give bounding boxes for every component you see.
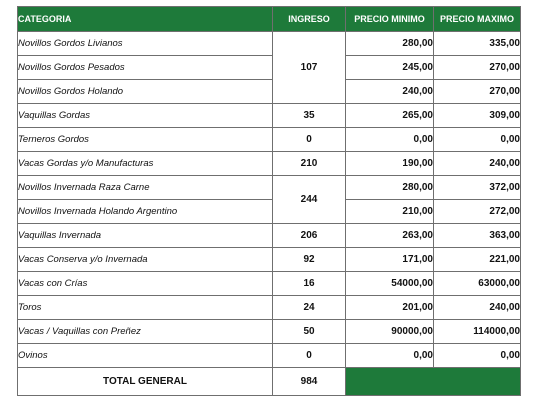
row-precio-maximo: 372,00 bbox=[434, 176, 521, 200]
row-precio-minimo: 54000,00 bbox=[346, 272, 434, 296]
total-green-block bbox=[346, 368, 521, 396]
row-precio-maximo: 221,00 bbox=[434, 248, 521, 272]
row-ingreso: 92 bbox=[273, 248, 346, 272]
row-precio-maximo: 363,00 bbox=[434, 224, 521, 248]
row-precio-minimo: 245,00 bbox=[346, 56, 434, 80]
row-ingreso: 16 bbox=[273, 272, 346, 296]
row-category: Vacas con Crías bbox=[18, 272, 273, 296]
row-precio-minimo: 201,00 bbox=[346, 296, 434, 320]
row-precio-maximo: 114000,00 bbox=[434, 320, 521, 344]
row-precio-minimo: 171,00 bbox=[346, 248, 434, 272]
header-precio-minimo: PRECIO MINIMO bbox=[346, 7, 434, 32]
row-category: Novillos Gordos Livianos bbox=[18, 32, 273, 56]
header-precio-maximo: PRECIO MAXIMO bbox=[434, 7, 521, 32]
row-category: Ovinos bbox=[18, 344, 273, 368]
row-category: Vacas / Vaquillas con Preñez bbox=[18, 320, 273, 344]
table-row bbox=[18, 320, 521, 344]
row-category: Vacas Gordas y/o Manufacturas bbox=[18, 152, 273, 176]
row-ingreso: 0 bbox=[273, 128, 346, 152]
group-ingreso-novillos-gordos: 107 bbox=[273, 32, 346, 104]
row-precio-minimo: 265,00 bbox=[346, 104, 434, 128]
table-row bbox=[18, 128, 521, 152]
row-ingreso: 206 bbox=[273, 224, 346, 248]
row-precio-maximo: 270,00 bbox=[434, 80, 521, 104]
row-precio-minimo: 210,00 bbox=[346, 200, 434, 224]
row-precio-minimo: 90000,00 bbox=[346, 320, 434, 344]
table-row bbox=[18, 32, 521, 56]
total-row bbox=[18, 368, 521, 396]
row-ingreso: 50 bbox=[273, 320, 346, 344]
row-precio-maximo: 240,00 bbox=[434, 152, 521, 176]
row-category: Terneros Gordos bbox=[18, 128, 273, 152]
table-row bbox=[18, 344, 521, 368]
row-ingreso: 210 bbox=[273, 152, 346, 176]
table-row bbox=[18, 80, 521, 104]
row-ingreso: 35 bbox=[273, 104, 346, 128]
row-precio-minimo: 0,00 bbox=[346, 128, 434, 152]
table-row bbox=[18, 272, 521, 296]
table-row bbox=[18, 248, 521, 272]
row-category: Vaquillas Gordas bbox=[18, 104, 273, 128]
row-precio-minimo: 190,00 bbox=[346, 152, 434, 176]
row-precio-minimo: 280,00 bbox=[346, 32, 434, 56]
row-category: Novillos Gordos Holando bbox=[18, 80, 273, 104]
row-precio-minimo: 0,00 bbox=[346, 344, 434, 368]
row-precio-minimo: 280,00 bbox=[346, 176, 434, 200]
table-row bbox=[18, 224, 521, 248]
row-precio-maximo: 63000,00 bbox=[434, 272, 521, 296]
row-precio-maximo: 0,00 bbox=[434, 128, 521, 152]
row-category: Vacas Conserva y/o Invernada bbox=[18, 248, 273, 272]
header-categoria: CATEGORIA bbox=[18, 7, 273, 32]
table-row bbox=[18, 200, 521, 224]
header-ingreso: INGRESO bbox=[273, 7, 346, 32]
row-precio-minimo: 240,00 bbox=[346, 80, 434, 104]
total-label: TOTAL GENERAL bbox=[18, 368, 273, 396]
row-precio-maximo: 270,00 bbox=[434, 56, 521, 80]
livestock-price-table bbox=[17, 6, 521, 396]
row-ingreso: 24 bbox=[273, 296, 346, 320]
row-category: Novillos Invernada Holando Argentino bbox=[18, 200, 273, 224]
row-precio-maximo: 335,00 bbox=[434, 32, 521, 56]
row-precio-minimo: 263,00 bbox=[346, 224, 434, 248]
row-ingreso: 0 bbox=[273, 344, 346, 368]
row-precio-maximo: 309,00 bbox=[434, 104, 521, 128]
table-row bbox=[18, 176, 521, 200]
table-row bbox=[18, 152, 521, 176]
table-row bbox=[18, 104, 521, 128]
row-category: Novillos Invernada Raza Carne bbox=[18, 176, 273, 200]
row-category: Vaquillas Invernada bbox=[18, 224, 273, 248]
row-category: Novillos Gordos Pesados bbox=[18, 56, 273, 80]
row-precio-maximo: 240,00 bbox=[434, 296, 521, 320]
header-row bbox=[18, 7, 521, 32]
total-value: 984 bbox=[273, 368, 346, 396]
row-precio-maximo: 0,00 bbox=[434, 344, 521, 368]
row-precio-maximo: 272,00 bbox=[434, 200, 521, 224]
group-ingreso-novillos-invernada: 244 bbox=[273, 176, 346, 224]
table-row bbox=[18, 296, 521, 320]
table-row bbox=[18, 56, 521, 80]
row-category: Toros bbox=[18, 296, 273, 320]
